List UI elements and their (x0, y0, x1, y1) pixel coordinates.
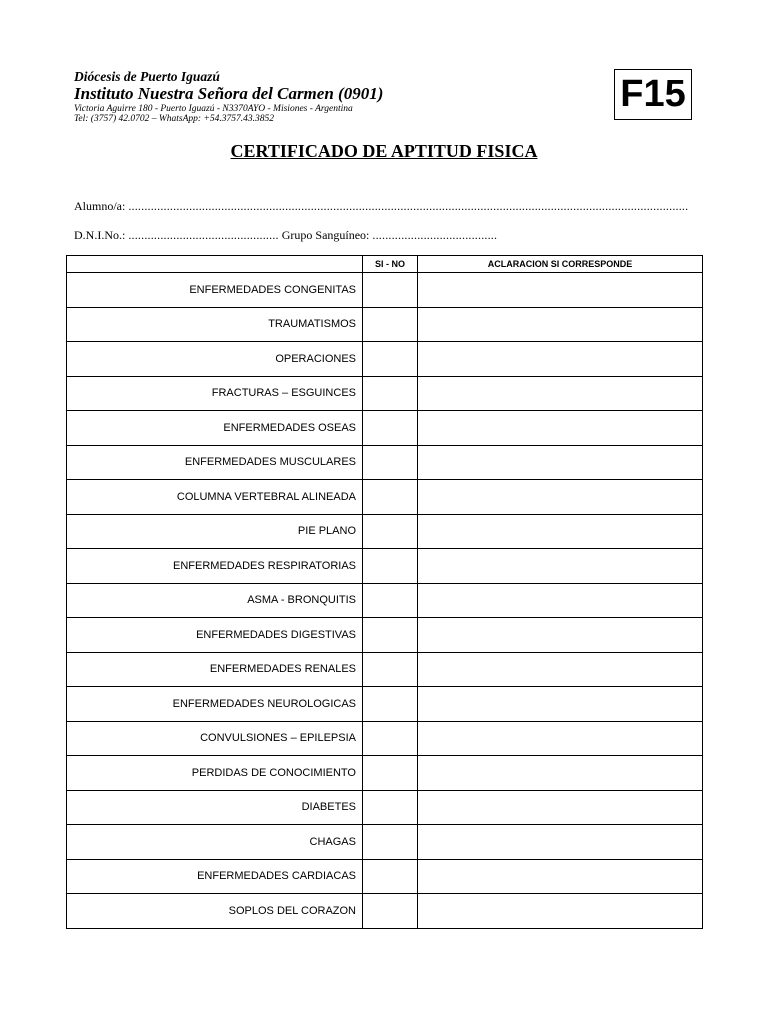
aclaracion-cell[interactable] (418, 859, 703, 894)
condition-label: SOPLOS DEL CORAZON (67, 894, 363, 929)
aclaracion-cell[interactable] (418, 445, 703, 480)
condition-label: ASMA - BRONQUITIS (67, 583, 363, 618)
aclaracion-cell[interactable] (418, 721, 703, 756)
table-row (67, 307, 703, 342)
aclaracion-cell[interactable] (418, 549, 703, 584)
condition-label: ENFERMEDADES DIGESTIVAS (67, 618, 363, 653)
table-body (67, 273, 703, 929)
grupo-sanguineo-fill-line[interactable]: ....................................... (372, 228, 498, 242)
aclaracion-cell[interactable] (418, 687, 703, 722)
table-row (67, 687, 703, 722)
table-row (67, 859, 703, 894)
condition-label: TRAUMATISMOS (67, 307, 363, 342)
institute-name: Instituto Nuestra Señora del Carmen (0901) (74, 84, 384, 103)
condition-label: ENFERMEDADES CARDIACAS (67, 859, 363, 894)
table-row (67, 790, 703, 825)
aclaracion-cell[interactable] (418, 307, 703, 342)
diocesis-name: Diócesis de Puerto Iguazú (74, 69, 220, 84)
institute-address: Victoria Aguirre 180 - Puerto Iguazú - N3370AYO - Misiones - Argentina (74, 104, 353, 114)
aclaracion-cell[interactable] (418, 825, 703, 860)
document-title: CERTIFICADO DE APTITUD FISICA (230, 141, 538, 161)
condition-label: CHAGAS (67, 825, 363, 860)
table-row (67, 342, 703, 377)
institute-contact: Tel: (3757) 42.0702 – WhatsApp: +54.3757.43.3852 (74, 114, 275, 124)
aclaracion-cell[interactable] (418, 514, 703, 549)
table-row (67, 273, 703, 308)
header-si-no: SI - NO (363, 256, 418, 273)
si-no-cell[interactable] (363, 411, 418, 446)
condition-label: DIABETES (67, 790, 363, 825)
aclaracion-cell[interactable] (418, 652, 703, 687)
table-row (67, 514, 703, 549)
si-no-cell[interactable] (363, 583, 418, 618)
condition-label: ENFERMEDADES NEUROLOGICAS (67, 687, 363, 722)
si-no-cell[interactable] (363, 652, 418, 687)
aclaracion-cell[interactable] (418, 790, 703, 825)
form-code-badge: F15 (614, 69, 692, 120)
si-no-cell[interactable] (363, 790, 418, 825)
table-row (67, 618, 703, 653)
si-no-cell[interactable] (363, 721, 418, 756)
table-row (67, 825, 703, 860)
aclaracion-cell[interactable] (418, 273, 703, 308)
condition-label: ENFERMEDADES RESPIRATORIAS (67, 549, 363, 584)
aclaracion-cell[interactable] (418, 376, 703, 411)
si-no-cell[interactable] (363, 514, 418, 549)
alumno-fill-line[interactable]: ............................................................................................................................................................................... (128, 199, 689, 213)
si-no-cell[interactable] (363, 307, 418, 342)
table-row (67, 652, 703, 687)
aclaracion-cell[interactable] (418, 894, 703, 929)
table-row (67, 756, 703, 791)
table-row (67, 445, 703, 480)
table-row (67, 721, 703, 756)
condition-label: COLUMNA VERTEBRAL ALINEADA (67, 480, 363, 515)
si-no-cell[interactable] (363, 342, 418, 377)
condition-label: ENFERMEDADES CONGENITAS (67, 273, 363, 308)
table-row (67, 549, 703, 584)
si-no-cell[interactable] (363, 825, 418, 860)
si-no-cell[interactable] (363, 618, 418, 653)
table-row (67, 894, 703, 929)
condition-label: ENFERMEDADES MUSCULARES (67, 445, 363, 480)
alumno-field[interactable] (74, 199, 696, 214)
si-no-cell[interactable] (363, 894, 418, 929)
header-condition (67, 256, 363, 273)
si-no-cell[interactable] (363, 445, 418, 480)
table-row (67, 480, 703, 515)
dni-grupo-field[interactable] (74, 228, 514, 243)
aclaracion-cell[interactable] (418, 618, 703, 653)
condition-label: PERDIDAS DE CONOCIMIENTO (67, 756, 363, 791)
condition-label: PIE PLANO (67, 514, 363, 549)
condition-label: ENFERMEDADES RENALES (67, 652, 363, 687)
table-row (67, 411, 703, 446)
table-row (67, 376, 703, 411)
table-row (67, 583, 703, 618)
condition-label: ENFERMEDADES OSEAS (67, 411, 363, 446)
institution-header (74, 70, 383, 124)
dni-label: D.N.I.No.: (74, 228, 126, 242)
si-no-cell[interactable] (363, 480, 418, 515)
grupo-sanguineo-label: Grupo Sanguíneo: (281, 228, 370, 242)
condition-label: CONVULSIONES – EPILEPSIA (67, 721, 363, 756)
dni-fill-line[interactable]: ............................................... (128, 228, 279, 242)
aclaracion-cell[interactable] (418, 342, 703, 377)
si-no-cell[interactable] (363, 376, 418, 411)
aclaracion-cell[interactable] (418, 480, 703, 515)
alumno-label: Alumno/a: (74, 199, 126, 213)
si-no-cell[interactable] (363, 687, 418, 722)
aclaracion-cell[interactable] (418, 756, 703, 791)
aclaracion-cell[interactable] (418, 583, 703, 618)
si-no-cell[interactable] (363, 549, 418, 584)
si-no-cell[interactable] (363, 273, 418, 308)
condition-label: FRACTURAS – ESGUINCES (67, 376, 363, 411)
si-no-cell[interactable] (363, 859, 418, 894)
aclaracion-cell[interactable] (418, 411, 703, 446)
health-conditions-table (66, 255, 703, 929)
table-header-row (67, 256, 703, 273)
si-no-cell[interactable] (363, 756, 418, 791)
header-aclaracion: ACLARACION SI CORRESPONDE (418, 256, 703, 273)
condition-label: OPERACIONES (67, 342, 363, 377)
